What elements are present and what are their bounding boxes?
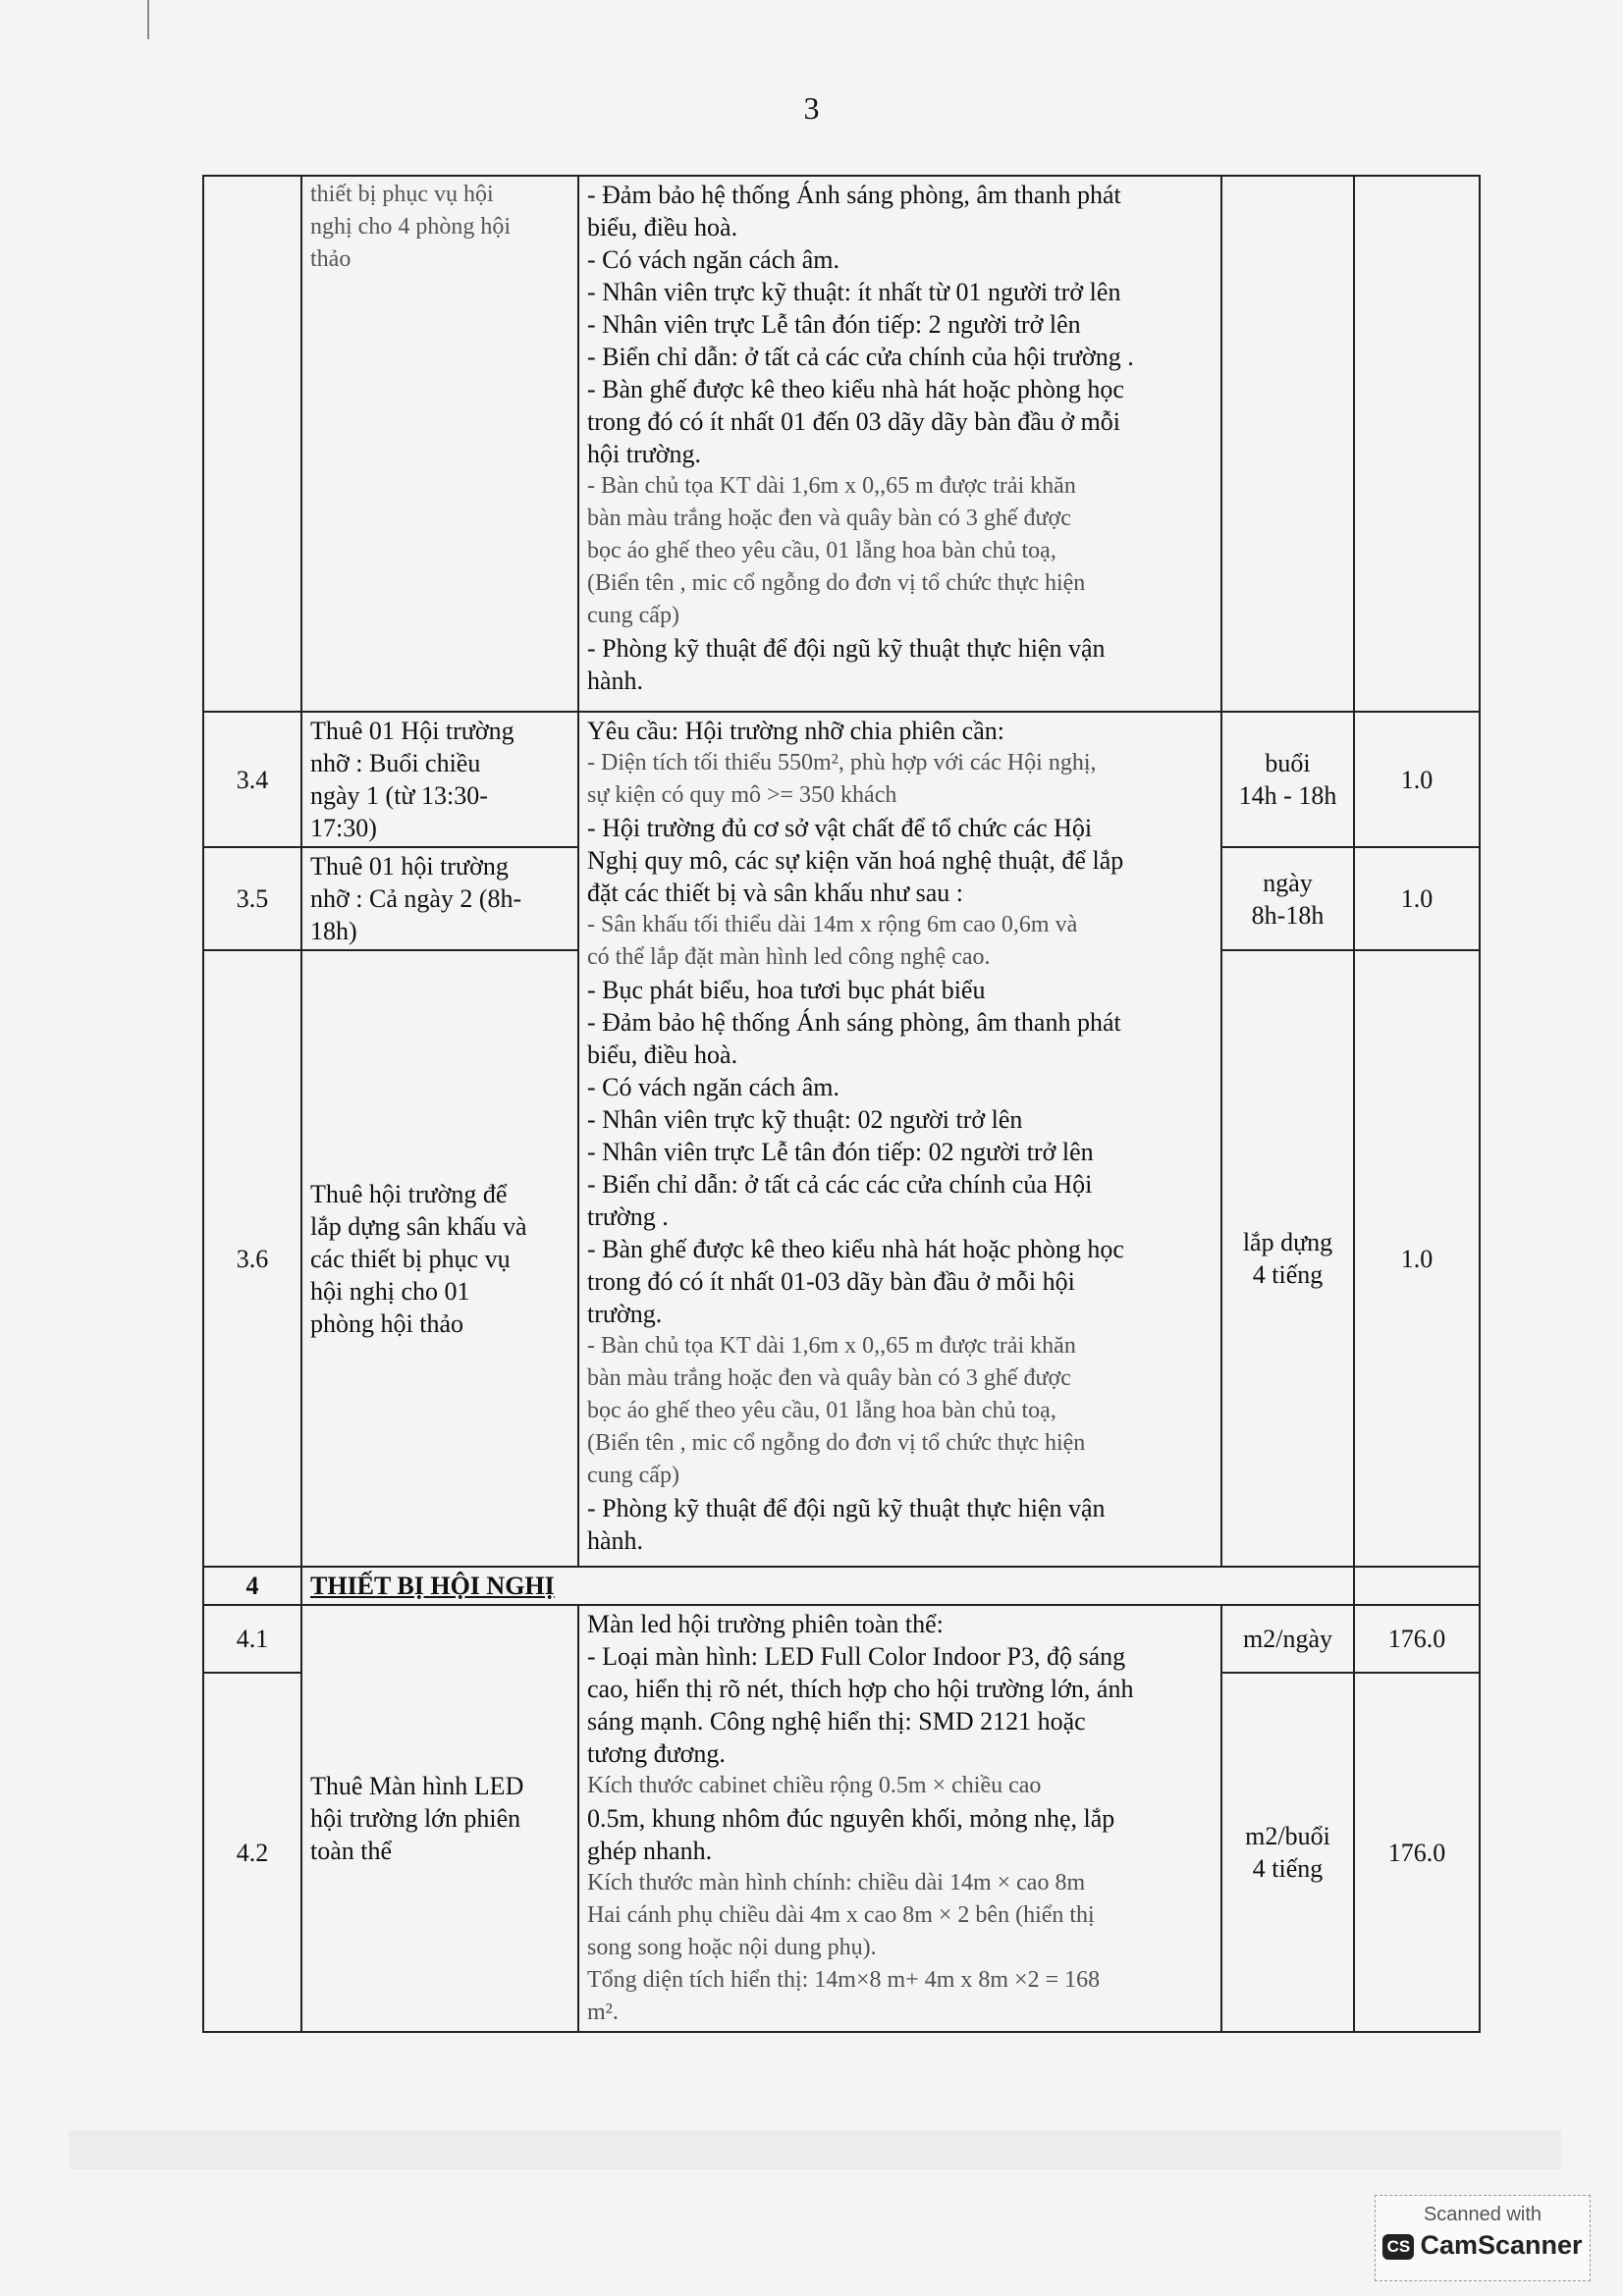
- scan-shadow: [69, 2130, 1561, 2169]
- description-line: có thể lắp đặt màn hình led công nghệ cao.: [587, 944, 991, 970]
- description-line: - Biển chỉ dẫn: ở tất cả các các cửa chính của Hội: [587, 1170, 1093, 1199]
- description-line: 0.5m, khung nhôm đúc nguyên khối, mỏng nhẹ, lắp: [587, 1804, 1115, 1833]
- watermark-caption: Scanned with: [1423, 2204, 1542, 2225]
- description-line: - Hội trường đủ cơ sở vật chất để tổ chức các Hội: [587, 814, 1093, 842]
- unit-cell: lắp dựng 4 tiếng: [1221, 950, 1354, 1567]
- description-line: trong đó có ít nhất 01 đến 03 dãy dãy bàn đầu ở mỗi: [587, 407, 1121, 436]
- description-line: (Biển tên , mic cổ ngỗng do đơn vị tổ chức thực hiện: [587, 1430, 1086, 1456]
- description-line: - Bục phát biểu, hoa tươi bục phát biểu: [587, 976, 986, 1004]
- description-line: - Sân khấu tối thiểu dài 14m x rộng 6m cao 0,6m và: [587, 912, 1078, 937]
- quantity-cell: 1.0: [1354, 712, 1480, 847]
- description-line: - Nhân viên trực Lễ tân đón tiếp: 02 người trở lên: [587, 1138, 1094, 1166]
- stt-cell: 3.4: [203, 712, 301, 847]
- description-line: m².: [587, 2000, 619, 2025]
- stt-cell: 4.2: [203, 1673, 301, 2032]
- description-line: đặt các thiết bị và sân khấu như sau :: [587, 879, 964, 907]
- table-row-3-4: [203, 712, 1480, 847]
- item-description-cell: [578, 1605, 1221, 2032]
- description-line: - Loại màn hình: LED Full Color Indoor P3, độ sáng: [587, 1642, 1126, 1671]
- item-description-cell: [578, 712, 1221, 1567]
- page-number: 3: [803, 90, 820, 126]
- scan-edge-line: [147, 0, 149, 39]
- unit-cell: buổi 14h - 18h: [1221, 712, 1354, 847]
- description-line: - Đảm bảo hệ thống Ánh sáng phòng, âm thanh phát: [587, 181, 1121, 209]
- description-line: - Có vách ngăn cách âm.: [587, 245, 840, 274]
- description-line: trường .: [587, 1202, 669, 1231]
- quantity-cell: [1354, 1567, 1480, 1605]
- item-name-cell: Thuê 01 Hội trường nhỡ : Buổi chiều ngày 1 (từ 13:30- 17:30): [301, 712, 578, 847]
- item-name-cell: Thuê 01 hội trường nhỡ : Cả ngày 2 (8h- 18h): [301, 847, 578, 950]
- description-line: Hai cánh phụ chiều dài 4m x cao 8m × 2 bên (hiển thị: [587, 1902, 1095, 1928]
- bid-items-table: [202, 175, 1481, 2033]
- description-line: - Bàn ghế được kê theo kiểu nhà hát hoặc phòng học: [587, 375, 1124, 403]
- description-line: - Diện tích tối thiểu 550m², phù hợp với các Hội nghị,: [587, 750, 1097, 775]
- description-line: - Bàn ghế được kê theo kiểu nhà hát hoặc phòng học: [587, 1235, 1124, 1263]
- stt-cell: 4.1: [203, 1605, 301, 1673]
- description-line: hành.: [587, 667, 644, 695]
- item-name-cell: thiết bị phục vụ hội nghị cho 4 phòng hội thảo: [301, 176, 578, 712]
- description-line: Tổng diện tích hiển thị: 14m×8 m+ 4m x 8m ×2 = 168: [587, 1967, 1101, 1993]
- item-name-cell: Thuê hội trường để lắp dựng sân khấu và các thiết bị phục vụ hội nghị cho 01 phòng hội thảo: [301, 950, 578, 1567]
- camscanner-watermark: [1375, 2195, 1591, 2281]
- stt-cell: 4: [203, 1567, 301, 1605]
- description-line: bàn màu trắng hoặc đen và quây bàn có 3 ghế được: [587, 506, 1071, 531]
- description-line: Kích thước màn hình chính: chiều dài 14m × cao 8m: [587, 1870, 1086, 1896]
- description-line: song song hoặc nội dung phụ).: [587, 1935, 877, 1960]
- description-line: trường.: [587, 1300, 663, 1328]
- item-name-cell: Thuê Màn hình LED hội trường lớn phiên toàn thể: [301, 1605, 578, 2032]
- description-line: sáng mạnh. Công nghệ hiển thị: SMD 2121 hoặc: [587, 1707, 1086, 1735]
- description-line: ghép nhanh.: [587, 1837, 713, 1865]
- description-line: - Nhân viên trực kỹ thuật: ít nhất từ 01 người trở lên: [587, 278, 1121, 306]
- description-line: cung cấp): [587, 603, 679, 628]
- unit-cell: ngày 8h-18h: [1221, 847, 1354, 950]
- description-line: hành.: [587, 1526, 644, 1555]
- description-line: - Nhân viên trực kỹ thuật: 02 người trở lên: [587, 1105, 1023, 1134]
- description-line: - Có vách ngăn cách âm.: [587, 1073, 840, 1101]
- stt-cell: 3.5: [203, 847, 301, 950]
- description-line: bọc áo ghế theo yêu cầu, 01 lẵng hoa bàn chủ toạ,: [587, 1398, 1056, 1423]
- description-line: - Nhân viên trực Lễ tân đón tiếp: 2 người trở lên: [587, 310, 1081, 339]
- unit-cell: [1221, 1567, 1354, 1605]
- description-line: - Biển chỉ dẫn: ở tất cả các cửa chính của hội trường .: [587, 343, 1134, 371]
- description-line: Yêu cầu: Hội trường nhỡ chia phiên cần:: [587, 717, 1004, 745]
- unit-cell: [1221, 176, 1354, 712]
- description-line: cao, hiển thị rõ nét, thích hợp cho hội trường lớn, ánh: [587, 1675, 1134, 1703]
- description-line: sự kiện có quy mô >= 350 khách: [587, 782, 897, 808]
- quantity-cell: 176.0: [1354, 1673, 1480, 2032]
- quantity-cell: 1.0: [1354, 847, 1480, 950]
- description-line: - Bàn chủ tọa KT dài 1,6m x 0,,65 m được trải khăn: [587, 1333, 1076, 1359]
- description-line: Kích thước cabinet chiều rộng 0.5m × chiều cao: [587, 1773, 1042, 1798]
- table-row-3-3-continued: [203, 176, 1480, 712]
- description-line: - Bàn chủ tọa KT dài 1,6m x 0,,65 m được trải khăn: [587, 473, 1076, 499]
- description-line: tương đương.: [587, 1739, 726, 1768]
- unit-cell: m2/buổi 4 tiếng: [1221, 1673, 1354, 2032]
- description-line: cung cấp): [587, 1463, 679, 1488]
- description-line: hội trường.: [587, 440, 701, 468]
- description-line: (Biển tên , mic cổ ngỗng do đơn vị tổ chức thực hiện: [587, 570, 1086, 596]
- table-row-4-1: [203, 1605, 1480, 1673]
- description-line: bàn màu trắng hoặc đen và quây bàn có 3 ghế được: [587, 1365, 1071, 1391]
- description-line: bọc áo ghế theo yêu cầu, 01 lẵng hoa bàn chủ toạ,: [587, 538, 1056, 563]
- stt-cell: [203, 176, 301, 712]
- description-line: - Phòng kỹ thuật để đội ngũ kỹ thuật thực hiện vận: [587, 1494, 1106, 1522]
- item-description-cell: [578, 176, 1221, 712]
- section-row-4: [203, 1567, 1480, 1605]
- section-title: THIẾT BỊ HỘI NGHỊ: [301, 1567, 1221, 1605]
- description-line: biểu, điều hoà.: [587, 1041, 738, 1069]
- description-line: biểu, điều hoà.: [587, 213, 738, 241]
- description-line: - Phòng kỹ thuật để đội ngũ kỹ thuật thực hiện vận: [587, 634, 1106, 663]
- quantity-cell: 1.0: [1354, 950, 1480, 1567]
- description-line: Màn led hội trường phiên toàn thể:: [587, 1610, 944, 1638]
- description-line: - Đảm bảo hệ thống Ánh sáng phòng, âm thanh phát: [587, 1008, 1121, 1037]
- unit-cell: m2/ngày: [1221, 1605, 1354, 1673]
- stt-cell: 3.6: [203, 950, 301, 1567]
- quantity-cell: [1354, 176, 1480, 712]
- quantity-cell: 176.0: [1354, 1605, 1480, 1673]
- description-line: trong đó có ít nhất 01-03 dãy bàn đầu ở mỗi hội: [587, 1267, 1075, 1296]
- camscanner-logo-icon: CS: [1382, 2234, 1414, 2260]
- description-line: Nghị quy mô, các sự kiện văn hoá nghệ thuật, để lắp: [587, 846, 1124, 875]
- watermark-brand: CS CamScanner: [1376, 2230, 1590, 2261]
